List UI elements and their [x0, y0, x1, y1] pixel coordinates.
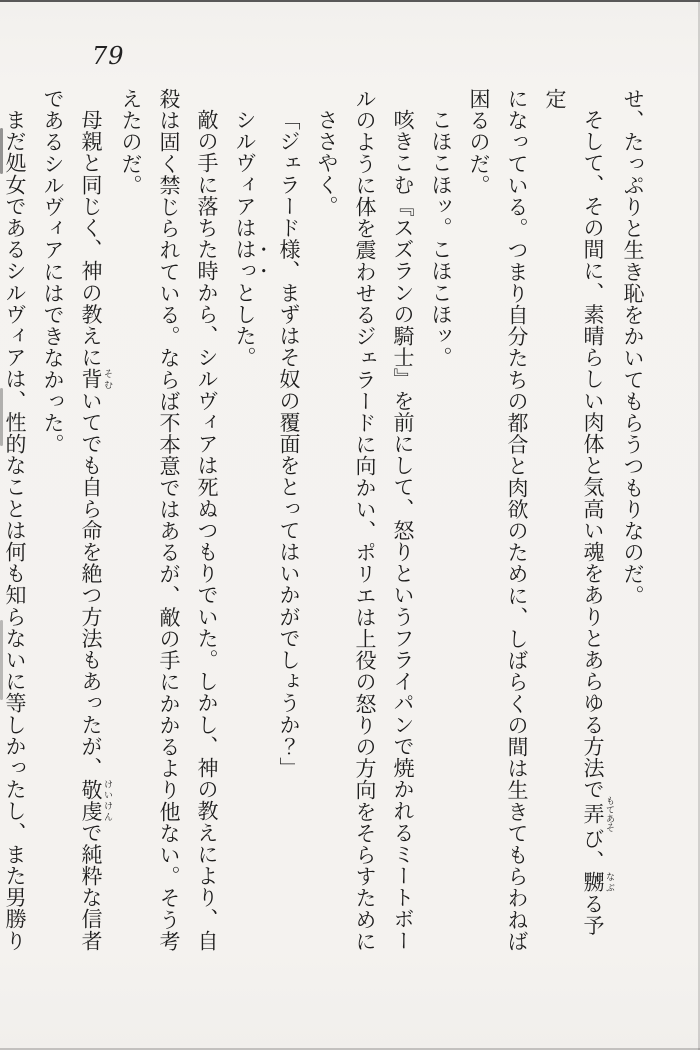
text-column: 敵の手に落ちた時から、シルヴィアは死ぬつもりでいた。しかし、神の教えにより、自 — [195, 109, 219, 952]
text-column: せ、たっぷりと生き恥をかいてもらうつもりなのだ。 — [621, 88, 645, 607]
text-column: になっている。つまり自分たちの都合と肉欲のために、しばらくの間は生きてもらわねば — [505, 88, 529, 952]
text-column: 困るのだ。 — [467, 88, 491, 196]
text-column: 「ジェラード様、まずはそ奴の覆面をとってはいかがでしょうか？」 — [277, 109, 301, 779]
text-column: そして、その間に、素晴らしい肉体と気高い魂をありとあらゆる方法で弄 もてあそび、嬲 なぶる予定 — [543, 88, 614, 937]
text-column: 咳きこむ『スズランの騎士』を前にして、怒りというフライパンで焼かれるミートボー — [391, 109, 415, 952]
text-block — [0, 88, 652, 954]
text-column: えたのだ。 — [119, 88, 143, 196]
text-column: 殺は固く禁じられている。ならば不本意ではあるが、敵の手にかかるより他ない。そう考 — [157, 88, 181, 952]
text-column: ささやく。 — [315, 109, 339, 217]
text-column: 母親と同じく、神の教えに背 そむいてでも自ら命を絶つ方法もあったが、敬虔 けいけんで純粋な信者 — [79, 109, 112, 952]
ruby-annotated-text: 弄 もてあそ — [581, 796, 614, 833]
scan-edge-top — [0, 0, 700, 2]
page-number: 79 — [92, 42, 125, 70]
ruby-annotated-text: 背 そむ — [79, 368, 112, 390]
text-column: ルのように体を震わせるジェラードに向かい、ポリエは上役の怒りの方向をそらすために — [353, 88, 377, 952]
text-column: こほこほッ。こほこほッ。 — [429, 109, 453, 369]
ruby-annotated-text: 嬲 なぶ — [581, 871, 614, 893]
text-column: であるシルヴィアにはできなかった。 — [41, 88, 65, 456]
text-column: シルヴィアははっとした。 — [233, 109, 257, 369]
emphasized-text: はっ — [233, 238, 257, 282]
ruby-annotated-text: 敬虔 けいけん — [79, 778, 112, 822]
text-column: まだ処女であるシルヴィアは、性的なことは何も知らないに等しかったし、また男勝り — [3, 109, 27, 952]
